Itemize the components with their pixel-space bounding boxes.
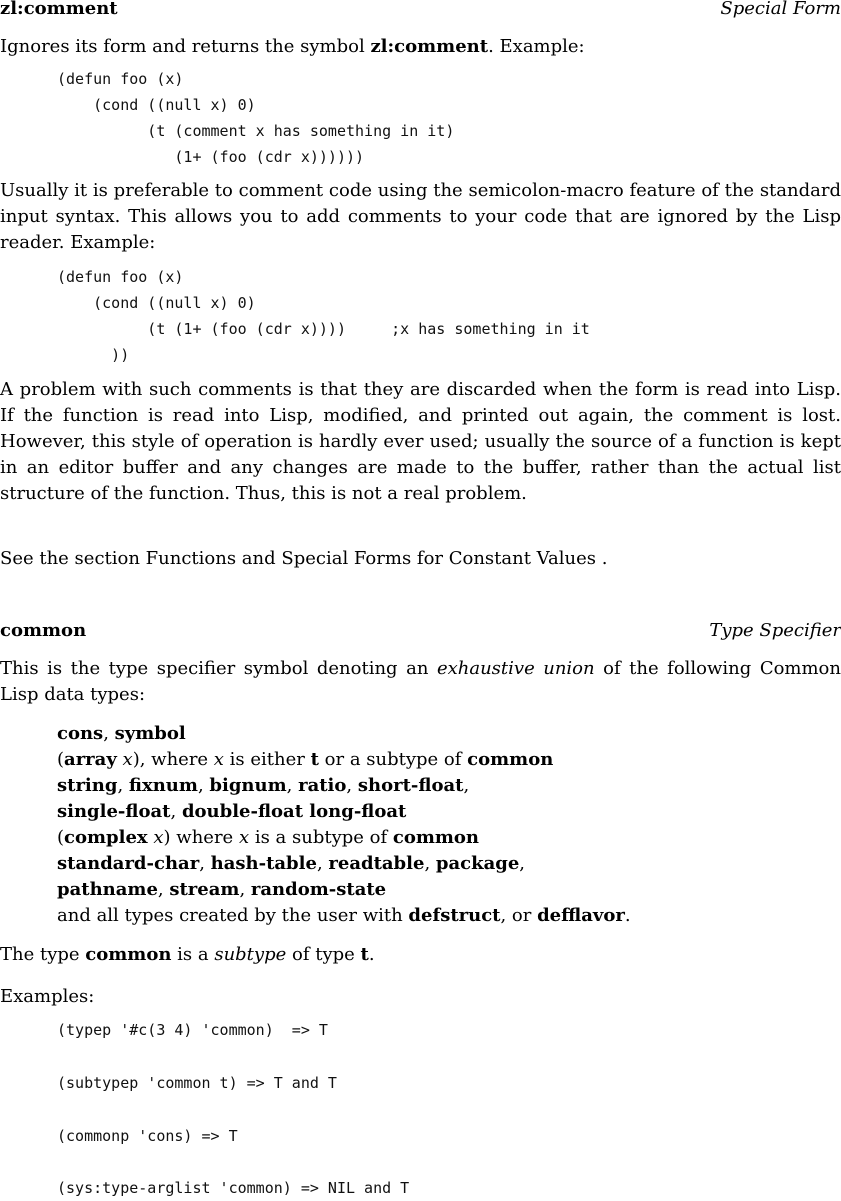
entry-kind: Type Specifier xyxy=(709,620,841,641)
entry-header-common xyxy=(0,620,841,644)
list-item: (array x), where x is either t or a subtype of common xyxy=(57,749,554,770)
list-item: string, fixnum, bignum, ratio, short-float, xyxy=(57,775,470,796)
list-item: pathname, stream, random-state xyxy=(57,879,387,900)
symbol-ref: zl:comment xyxy=(370,36,489,57)
see-also: See the section Functions and Special Forms for Constant Values . xyxy=(0,548,608,569)
code-example-1: (defun foo (x) (cond ((null x) 0) (t (comment x has something in it) (1+ (foo (cdr x)))))) xyxy=(57,70,455,166)
example-line: (commonp 'cons) => T xyxy=(57,1127,238,1145)
list-item: standard-char, hash-table, readtable, package, xyxy=(57,853,526,874)
problem-paragraph: A problem with such comments is that they are discarded when the form is read into Lisp. If the function is read into Lisp, modified, and printed out again, the comment is lost. However, this style of operation is hardly ever used; usually the source of a function is kept in an editor buffer and any changes are made to the buffer, rather than the actual list structure of the function. Thus, this is not a real problem. xyxy=(0,379,841,504)
list-item: cons, symbol xyxy=(57,723,186,744)
entry-header-comment xyxy=(0,0,841,22)
common-intro: This is the type specifier symbol denoting an exhaustive union of the following Common Lisp data types: xyxy=(0,658,841,705)
intro-paragraph: Ignores its form and returns the symbol zl:comment. Example: xyxy=(0,36,585,57)
example-line: (typep '#c(3 4) 'common) => T xyxy=(57,1021,328,1039)
type-list xyxy=(57,721,841,929)
example-line: (sys:type-arglist 'common) => NIL and T xyxy=(57,1179,410,1197)
subtype-sentence: The type common is a subtype of type t. xyxy=(0,944,375,965)
list-item: and all types created by the user with defstruct, or defflavor. xyxy=(57,905,631,926)
list-item: (complex x) where x is a subtype of common xyxy=(57,827,480,848)
code-example-2: (defun foo (x) (cond ((null x) 0) (t (1+ (foo (cdr x)))) ;x has something in it )) xyxy=(57,268,590,364)
entry-kind: Special Form xyxy=(720,0,841,19)
semicolon-paragraph: Usually it is preferable to comment code using the semicolon-macro feature of the standard input syntax. This allows you to add comments to your code that are ignored by the Lisp reader. Example: xyxy=(0,180,841,253)
examples-label: Examples: xyxy=(0,986,95,1007)
example-line: (subtypep 'common t) => T and T xyxy=(57,1074,337,1092)
list-item: single-float, double-float long-float xyxy=(57,801,407,822)
emphasis: exhaustive union xyxy=(436,658,595,679)
entry-name: common xyxy=(0,620,87,641)
entry-name: zl:comment xyxy=(0,0,118,19)
